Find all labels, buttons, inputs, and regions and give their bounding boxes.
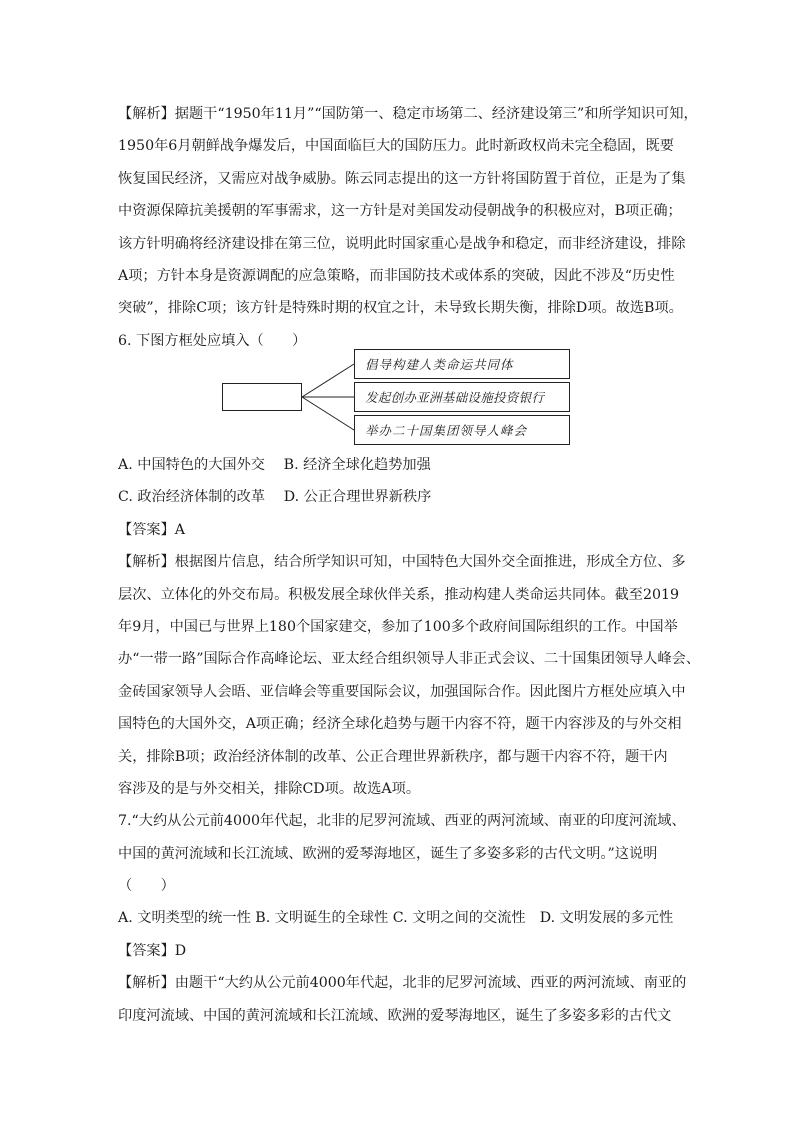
text-line: 中资源保障抗美援朝的军事需求，这一方针是对美国发动侵朝战争的积极应对，B项正确； <box>118 203 682 220</box>
text-line: A项；方针本身是资源调配的应急策略，而非国防技术或体系的突破，因此不涉及“历史性 <box>118 267 675 284</box>
question-6-stem: 6. 下图方框处应填入（ ） <box>118 332 307 349</box>
text-line: 层次、立体化的外交布局。积极发展全球伙伴关系，推动构建人类命运共同体。截至2019 <box>118 586 680 603</box>
diagram-branch-box <box>354 382 570 412</box>
text-line: 该方针明确将经济建设排在第三位，说明此时国家重心是战争和稳定，而非经济建设，排除 <box>118 235 686 252</box>
question-7-stem: 中国的黄河流域和长江流域、欧洲的爱琴海地区，诞生了多姿多彩的古代文明。”这说明 <box>118 845 658 862</box>
text-line: 金砖国家领导人会晤、亚信峰会等重要国际会议，加强国际合作。因此图片方框处应填入中 <box>118 683 686 700</box>
text-line: 【解析】根据图片信息，结合所学知识可知，中国特色大国外交全面推进，形成全方位、多 <box>118 554 686 571</box>
text-line: 【解析】据题干“1950年11月”“国防第一、稳定市场第二、经济建设第三”和所学知识可知， <box>118 106 698 122</box>
diagram-branch-box <box>354 349 570 379</box>
diagram-branch-label: 举办二十国集团领导人峰会 <box>365 423 528 438</box>
question-7-stem: （ ） <box>118 878 175 895</box>
text-line: 1950年6月朝鲜战争爆发后，中国面临巨大的国防压力。此时新政权尚未完全稳固，既要 <box>118 138 674 155</box>
text-line: 容涉及的是与外交相关，排除CD项。故选A项。 <box>118 780 421 797</box>
question-7-options: A. 文明类型的统一性 B. 文明诞生的全球性 C. 文明之间的交流性 D. 文明发展的多元性 <box>118 910 674 927</box>
analysis-block-q5 <box>118 98 698 357</box>
text-line: 恢复国民经济，又需应对战争威胁。陈云同志提出的这一方针将国防置于首位，正是为了集 <box>118 170 686 187</box>
question-6-options-cd: C. 政治经济体制的改革 D. 公正合理世界新秩序 <box>118 489 432 506</box>
question-7-answer: 【答案】D <box>118 942 187 959</box>
diagram-blank-box <box>222 383 302 411</box>
text-line: 关，排除B项；政治经济体制的改革、公正合理世界新秩序，都与题干内容不符，题干内 <box>118 748 668 765</box>
question-6-options-ab: A. 中国特色的大国外交 B. 经济全球化趋势加强 <box>118 457 431 473</box>
question-6-diagram <box>222 349 574 445</box>
text-line: 办“一带一路”国际合作高峰论坛、亚太经合组织领导人非正式会议、二十国集团领导人峰会、 <box>118 651 701 668</box>
diagram-branch-box <box>354 415 570 445</box>
question-6-answer: 【答案】A <box>118 521 185 538</box>
text-line: 年9月，中国已与世界上180个国家建交，参加了100多个政府间国际组织的工作。中国举 <box>118 618 678 635</box>
diagram-branch-label: 发起创办亚洲基础设施投资银行 <box>365 390 545 405</box>
question-6-options-and-q7 <box>118 449 701 1032</box>
text-line: 【解析】由题干“大约从公元前4000年代起，北非的尼罗河流域、西亚的两河流域、南亚的 <box>118 975 687 992</box>
text-line: 突破”，排除C项；该方针是特殊时期的权宜之计，未导致长期失衡，排除D项。故选B项。 <box>118 300 683 317</box>
text-line: 国特色的大国外交，A项正确；经济全球化趋势与题干内容不符，题干内容涉及的与外交相 <box>118 716 682 733</box>
diagram-branch-label: 倡导构建人类命运共同体 <box>365 357 514 372</box>
text-line: 印度河流域、中国的黄河流域和长江流域、欧洲的爱琴海地区，诞生了多姿多彩的古代文 <box>118 1007 672 1024</box>
question-7-stem: 7.“大约从公元前4000年代起，北非的尼罗河流域、西亚的两河流域、南亚的印度河流域、 <box>118 813 686 830</box>
